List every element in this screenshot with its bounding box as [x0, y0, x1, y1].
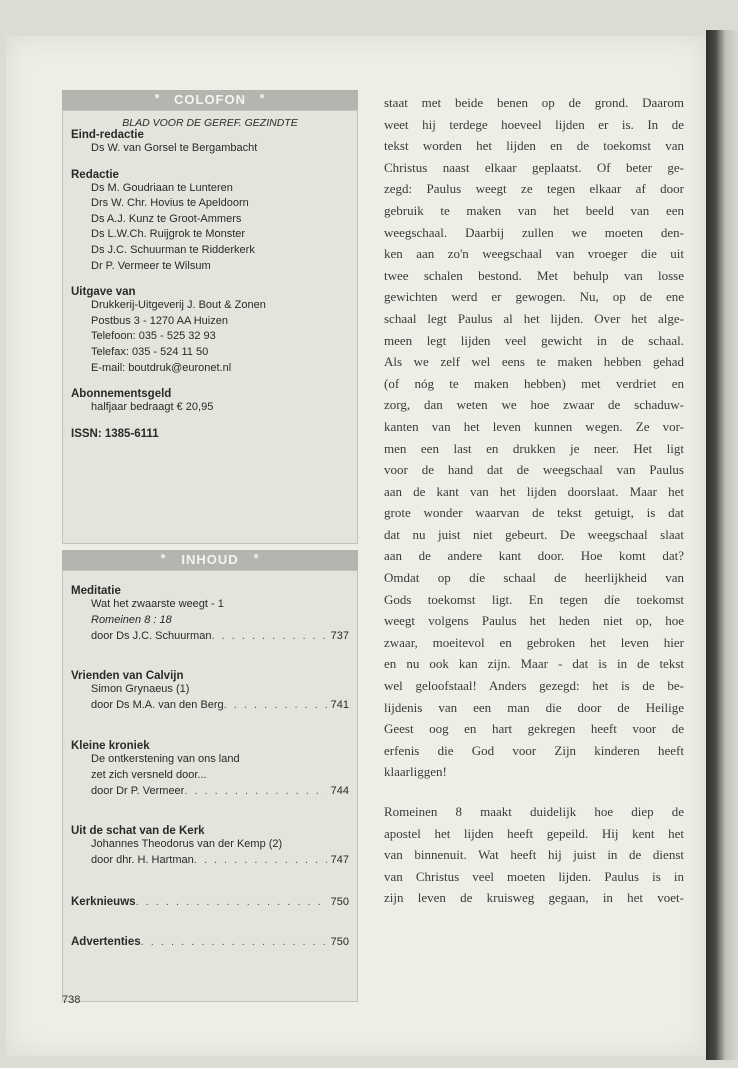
- toc-page-number: 741: [330, 699, 349, 712]
- sidebar: [62, 90, 358, 1002]
- article-line: meen legt lijden veel gewicht in de schaal.: [384, 332, 684, 348]
- colofon-header: [62, 90, 358, 110]
- toc-line: De ontkerstening van ons land: [91, 752, 240, 765]
- article-line: (of nóg te maken hebben) met verdriet en: [384, 375, 684, 391]
- colofon-line: Ds M. Goudriaan te Lunteren: [91, 181, 233, 194]
- toc-page-number: 747: [330, 854, 349, 867]
- article-line: staat met beide benen op de grond. Daarom: [384, 95, 684, 110]
- toc-page-number: 750: [330, 895, 349, 908]
- article-line: Als we zelf wel eens te maken hebben gehad: [384, 354, 684, 370]
- inhoud-header: [62, 550, 358, 570]
- toc-entry-schat[interactable]: [71, 825, 349, 869]
- colofon-line: halfjaar bedraagt € 20,95: [91, 401, 214, 414]
- colofon-line: Dr P. Vermeer te Wilsum: [91, 259, 211, 272]
- toc-section-title: Meditatie: [71, 585, 121, 597]
- colofon-line: Telefoon: 035 - 525 32 93: [91, 330, 216, 343]
- toc-section-title: Kerknieuws: [71, 895, 136, 908]
- article-body: [384, 92, 684, 909]
- toc-section-title: Kleine kroniek: [71, 739, 150, 752]
- article-line: zwaar, moeitevol en gebroken het leven hier: [384, 634, 684, 650]
- page-number: 738: [62, 994, 81, 1006]
- colofon-box: [62, 110, 358, 544]
- colofon-section-title: Eind-redactie: [71, 129, 144, 141]
- toc-page-number: 737: [330, 629, 349, 642]
- article-line: gebruik te maken van het beeld van een: [384, 202, 684, 218]
- colofon-section-title: Uitgave van: [71, 286, 136, 299]
- article-line: kanten van het leven kunnen wegen. Ze vor-: [384, 418, 684, 434]
- toc-entry-kerknieuws[interactable]: [71, 895, 349, 911]
- toc-leader-line: [71, 784, 349, 800]
- article-paragraph: [384, 801, 684, 909]
- colofon-section: [71, 169, 349, 275]
- header-dot-icon: ●: [252, 551, 260, 562]
- colofon-line: Drs W. Chr. Hovius te Apeldoorn: [91, 197, 249, 210]
- colofon-title: COLOFON: [174, 92, 246, 107]
- toc-author: door Ds M.A. van den Berg: [91, 699, 224, 712]
- colofon-line: Postbus 3 - 1270 AA Huizen: [91, 314, 228, 327]
- article-line: voor de hand dat de weegschaal van Paulus: [384, 462, 684, 478]
- toc-section-title: Uit de schat van de Kerk: [71, 825, 205, 838]
- article-line: dat nu juist niet gebeurt. De weegschaal slaat: [384, 526, 684, 542]
- toc-entry-meditatie[interactable]: [71, 585, 349, 644]
- colofon-section-title: Abonnementsgeld: [71, 388, 172, 401]
- article-line: aan de kant van het lijden doorslaat. Maar het: [384, 483, 684, 499]
- toc-line: Simon Grynaeus (1): [91, 683, 190, 696]
- article-line: gewichten werd er gewogen. Nu, op de ene: [384, 289, 684, 305]
- article-line: weegschaal. Daarbij zullen we moeten den-: [384, 224, 684, 240]
- colofon-section: [71, 388, 349, 416]
- toc-entry-kroniek[interactable]: [71, 740, 349, 799]
- header-dot-icon: ●: [154, 91, 162, 102]
- toc-line: Wat het zwaarste weegt - 1: [91, 598, 224, 610]
- article-line: van binnenuit. Wat heeft hij juist in de dienst: [384, 847, 684, 863]
- toc-author: door Dr P. Vermeer: [91, 784, 185, 797]
- header-dot-icon: ●: [258, 91, 266, 102]
- article-line: erfenis die God voor Zijn kinderen heeft: [384, 742, 684, 758]
- article-paragraph: [384, 92, 684, 783]
- toc-author: door dhr. H. Hartman: [91, 854, 194, 867]
- toc-leader-line: [71, 629, 349, 645]
- article-line: Geest oog en hart gekregen heeft voor de: [384, 721, 684, 737]
- article-line: Romeinen 8 maakt duidelijk hoe diep de: [384, 804, 684, 819]
- article-line: zorg, dan weten we hoe zwaar de schaduw-: [384, 397, 684, 413]
- toc-line: Johannes Theodorus van der Kemp (2): [91, 838, 283, 851]
- article-line: tekst worden het lijden en de toekomst van: [384, 138, 684, 154]
- toc-page-number: 744: [330, 784, 349, 797]
- article-line: aan de andere kant door. Hoe komt dat?: [384, 548, 684, 564]
- issn: ISSN: 1385-6111: [71, 427, 159, 440]
- article-line: en nu ook kan zijn. Maar - dat is in de tekst: [384, 656, 684, 672]
- colofon-line: Ds A.J. Kunz te Groot-Ammers: [91, 212, 242, 225]
- colofon-line: Ds W. van Gorsel te Bergambacht: [91, 142, 258, 154]
- colofon-subtitle: BLAD VOOR DE GEREF. GEZINDTE: [122, 117, 298, 129]
- toc-leader-line: [71, 698, 349, 714]
- toc-author: door Ds J.C. Schuurman: [91, 629, 212, 642]
- article-line: klaarliggen!: [384, 764, 447, 780]
- toc-line: Romeinen 8 : 18: [91, 613, 172, 626]
- article-line: twee schalen bestond. Met behulp van losse: [384, 267, 684, 283]
- toc-section-title: Vrienden van Calvijn: [71, 670, 184, 683]
- toc-entry-advertenties[interactable]: [71, 935, 349, 951]
- article-line: weegt volgens Paulus het heden niet op, hoe: [384, 613, 684, 629]
- article-line: grote wonder waarvan de tekst getuigt, is dat: [384, 505, 684, 521]
- colofon-line: E-mail: boutdruk@euronet.nl: [91, 361, 232, 374]
- colofon-line: Ds J.C. Schuurman te Ridderkerk: [91, 243, 255, 256]
- article-line: men een last en drukken je neer. Het ligt: [384, 440, 684, 456]
- colofon-section-title: Redactie: [71, 168, 119, 181]
- article-line: Christus naast elkaar geplaatst. Of beter ge-: [384, 159, 684, 175]
- colofon-sections: [71, 129, 349, 416]
- article-line: zegd: Paulus weegt ze tegen elkaar af door: [384, 181, 684, 197]
- colofon-section: [71, 286, 349, 376]
- article-line: weet hij terdege hoeveel lijden er is. In de: [384, 116, 684, 132]
- article-line: zijn leven de kruisweg gegaan, in het voet-: [384, 890, 684, 906]
- article-line: Gods toekomst ligt. En tegen díe toekomst: [384, 591, 684, 607]
- toc-entry-vrienden[interactable]: [71, 670, 349, 714]
- header-dot-icon: ●: [160, 551, 168, 562]
- toc-line: zet zich versneld door...: [91, 768, 207, 781]
- article-line: ken aan zo'n weegschaal van vroeger die uit: [384, 246, 684, 262]
- colofon-line: Drukkerij-Uitgeverij J. Bout & Zonen: [91, 299, 266, 312]
- article-line: schaal legt Paulus al het lijden. Over het alge-: [384, 310, 684, 326]
- colofon-line: Telefax: 035 - 524 11 50: [91, 345, 209, 358]
- article-line: apostel het lijden heeft gepeild. Hij kent het: [384, 825, 684, 841]
- article-line: lijdenis van een man die door de Heilige: [384, 699, 684, 715]
- toc-section-title: Advertenties: [71, 935, 141, 948]
- colofon-section: [71, 129, 349, 157]
- inhoud-box: [62, 570, 358, 1002]
- article-line: wel geloofstaal! Anders gezegd: het is de be-: [384, 678, 684, 694]
- article-line: Omdat op díe schaal de heerlijkheid van: [384, 570, 684, 586]
- book-spine: [706, 30, 738, 1060]
- toc-page-number: 750: [330, 935, 349, 948]
- article-line: van Christus veel moeten lijden. Paulus is in: [384, 868, 684, 884]
- colofon-line: Ds L.W.Ch. Ruijgrok te Monster: [91, 228, 246, 241]
- toc-leader-line: [71, 853, 349, 869]
- inhoud-title: INHOUD: [181, 552, 239, 567]
